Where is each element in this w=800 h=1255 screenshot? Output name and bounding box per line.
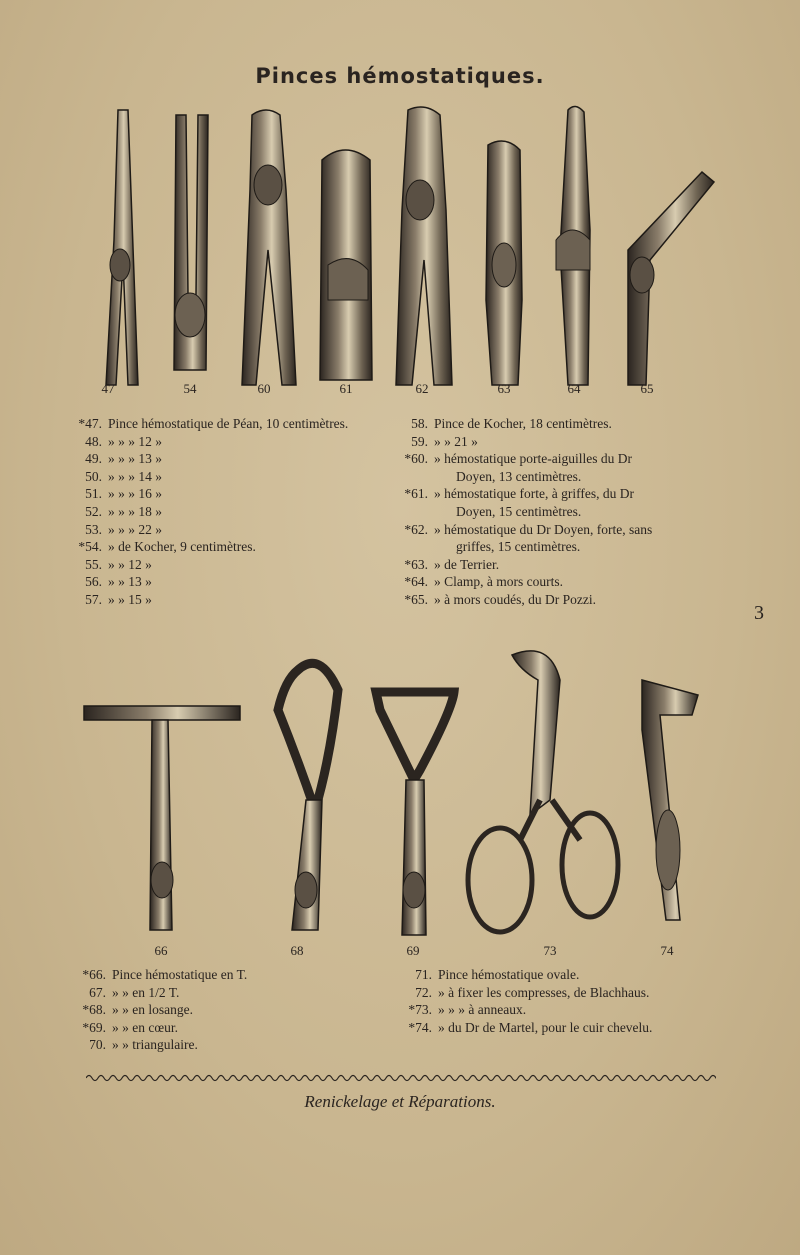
list-item: 58. Pince de Kocher, 18 centimètres. [411, 416, 612, 431]
figure-number-47: 47 [101, 381, 115, 396]
instrument-65 [628, 172, 714, 385]
footer-tagline: Renickelage et Réparations. [304, 1092, 496, 1111]
list-item-continuation: Doyen, 15 centimètres. [456, 503, 582, 519]
list-item: 67. » » en 1/2 T. [89, 984, 180, 1000]
instrument-74 [642, 680, 698, 920]
list-item: 57. » » 15 » [85, 591, 152, 607]
list-item: *63. » de Terrier. [404, 556, 500, 572]
figure-number-61: 61 [339, 381, 353, 396]
list-item: 56. » » 13 » [85, 574, 152, 590]
instrument-63 [486, 141, 522, 385]
list-item: *47. Pince hémostatique de Péan, 10 centimètres. [78, 416, 349, 431]
list-item: *61. » hémostatique forte, à griffes, du Dr [404, 486, 634, 502]
list-item: 72. » à fixer les compresses, de Blachhaus. [415, 984, 650, 1000]
instrument-54 [174, 115, 208, 370]
instrument-62 [396, 107, 452, 385]
figure-number-74: 74 [660, 943, 674, 958]
instrument-61 [320, 150, 372, 380]
bottom-instruments-illustration [80, 640, 720, 945]
figure-number-62: 62 [415, 381, 429, 396]
top-instruments-illustration [90, 100, 730, 390]
instrument-68 [278, 663, 338, 930]
list-item: 48. » » » 12 » [85, 433, 162, 449]
list-item: *60. » hémostatique porte-aiguilles du Dr [404, 451, 632, 467]
list-item: *74. » du Dr de Martel, pour le cuir chevelu. [408, 1019, 653, 1035]
list-item: 50. » » » 14 » [85, 468, 162, 484]
instrument-60 [242, 110, 296, 385]
list-item-continuation: griffes, 15 centimètres. [456, 539, 581, 555]
price-list-58-65 [390, 415, 652, 609]
list-item: *66. Pince hémostatique en T. [82, 967, 248, 982]
list-item: *69. » » en cœur. [82, 1019, 178, 1035]
figure-number-63: 63 [497, 381, 511, 396]
figure-number-54: 54 [183, 381, 197, 396]
page-number: 3 [754, 602, 764, 624]
list-item: *73. » » » à anneaux. [408, 1002, 527, 1018]
list-item: *64. » Clamp, à mors courts. [404, 574, 563, 590]
list-item: 53. » » » 22 » [85, 521, 162, 537]
figure-number-65: 65 [640, 381, 654, 396]
instrument-64 [556, 106, 590, 385]
list-item: 51. » » » 16 » [85, 486, 162, 502]
instrument-66 [84, 706, 240, 930]
list-item: 59. » » 21 » [411, 433, 478, 449]
list-item: *54. » de Kocher, 9 centimètres. [78, 539, 256, 555]
page-title: Pinces hémostatiques. [255, 64, 545, 88]
figure-number-68: 68 [290, 943, 304, 958]
decorative-wave-divider [86, 1072, 716, 1084]
instrument-73 [468, 651, 618, 932]
list-item: 49. » » » 13 » [85, 451, 162, 467]
list-item: 52. » » » 18 » [85, 503, 162, 519]
list-item: *65. » à mors coudés, du Dr Pozzi. [404, 591, 596, 607]
figure-number-69: 69 [406, 943, 420, 958]
figure-number-60: 60 [257, 381, 271, 396]
instrument-47 [106, 110, 138, 385]
figure-number-66: 66 [154, 943, 168, 958]
price-list-66-70 [68, 966, 247, 1054]
instrument-69 [376, 692, 454, 935]
list-item: *68. » » en losange. [82, 1002, 193, 1018]
list-item: *62. » hémostatique du Dr Doyen, forte, sans [404, 521, 653, 537]
list-item: 55. » » 12 » [85, 556, 152, 572]
figure-number-73: 73 [543, 943, 557, 958]
list-item: 71. Pince hémostatique ovale. [415, 967, 580, 982]
price-list-71-74 [394, 966, 652, 1036]
list-item-continuation: Doyen, 13 centimètres. [456, 468, 582, 484]
figure-number-64: 64 [567, 381, 581, 396]
list-item: 70. » » triangulaire. [89, 1037, 198, 1053]
price-list-47-57 [64, 415, 348, 609]
